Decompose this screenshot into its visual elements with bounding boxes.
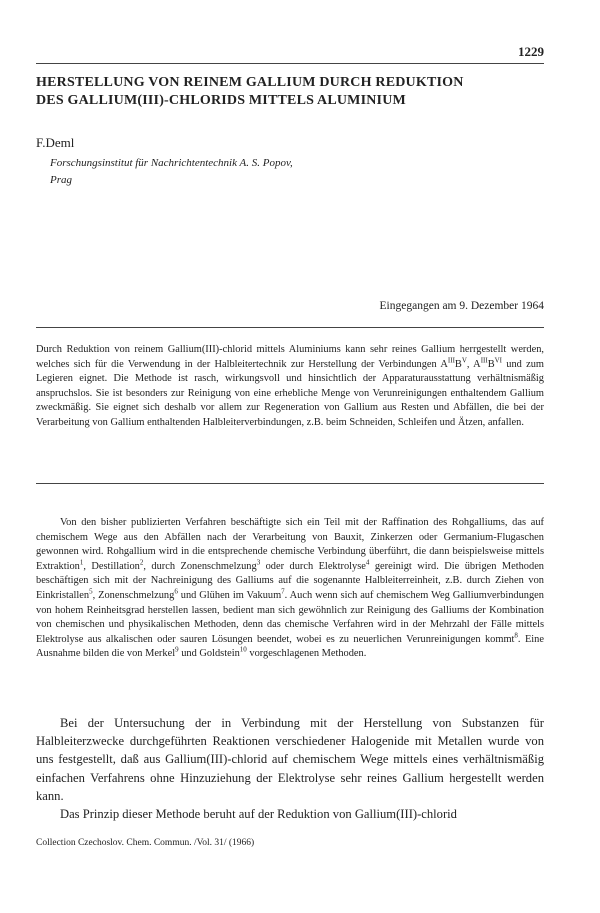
article-title xyxy=(36,74,556,110)
author-name: F.Deml xyxy=(36,135,75,150)
reference-marker: 10 xyxy=(239,645,247,654)
title-line-2: DES GALLIUM(III)-CHLORIDS MITTELS ALUMINIUM xyxy=(36,93,406,108)
superscript: VI xyxy=(494,356,503,365)
body-text: vorgeschlagenen Methoden. xyxy=(246,648,367,660)
header-rule xyxy=(36,63,544,64)
abstract-text: , A xyxy=(466,358,481,370)
body-text: und Goldstein xyxy=(178,648,240,660)
intro-paragraph xyxy=(36,516,544,662)
reference-marker: 7 xyxy=(281,587,285,596)
reference-marker: 4 xyxy=(365,558,370,567)
main-paragraph: Bei der Untersuchung der in Verbindung mit der Herstellung von Substanzen für Halbleiterzwecke durchgeführten Reaktionen verschiedener Halogenide mit Metallen wurde von uns festgestellt, daß aus Gallium(III)-chlorid auf chemischem Wege mittels eines verhältnismäßig einfachen Verfahrens ohne Hinzuziehung der Elektrolyse sehr reines Gallium hergestellt werden kann. xyxy=(36,716,544,803)
reference-marker: 5 xyxy=(89,587,93,596)
reference-marker: 3 xyxy=(256,558,261,567)
body-text: . Auch wenn sich auf chemischem Weg Galliumverbindungen von hohem Reinheitsgrad herstellen lassen, bedient man sich gewöhnlich zur Reinigung des Galliums der Kombination von chemischen und physikalischen Methoden, denn das chemische Verfahren wird in der Mehrzahl der Fälle mittels Elektrolyse aus alkalischen oder sauren Lösungen beendet, wobei es zu neuerlichen Verunreinigungen kommt xyxy=(36,589,544,645)
reference-marker: 9 xyxy=(175,645,179,654)
journal-footer: Collection Czechoslov. Chem. Commun. /Vol. 31/ (1966) xyxy=(36,838,255,848)
superscript: III xyxy=(447,356,455,365)
abstract-text: B xyxy=(454,358,462,370)
superscript: III xyxy=(480,356,488,365)
body-text: gereinigt wird. Die übrigen Methoden beschäftigen sich mit der Nachreinigung des Galliums auf die sogenannte Halbleiterreinheit, z.B. durch Ziehen von Einkristallen xyxy=(36,560,544,601)
superscript: V xyxy=(461,356,467,365)
abstract-text: Durch Reduktion von reinem Gallium(III)-chlorid mittels Aluminiums kann sehr reines Gallium herrgestellt werden, welches sich für die Verwendung in der Halbleitertechnik zur Herstellung der Verbindungen A xyxy=(36,344,544,370)
body-text: Von den bisher publizierten Verfahren beschäftigte sich ein Teil mit der Raffination des Rohgalliums, das auf chemischem Wege aus den Abfällen nach der Verarbeitung von Bauxit, Zinkerzen oder Germanium-Flugaschen gewonnen wird. Rohgallium wird in die entsprechende chemische Verbindung überführt, die dann beispielsweise mittels Extraktion xyxy=(36,517,544,572)
body-text: , Destillation xyxy=(83,560,140,572)
abstract-text: B xyxy=(487,358,495,370)
principle-paragraph: Das Prinzip dieser Methode beruht auf der Reduktion von Gallium(III)-chlorid xyxy=(60,807,457,821)
reference-marker: 1 xyxy=(79,558,84,567)
reference-marker: 8 xyxy=(514,631,518,640)
page-number: 1229 xyxy=(518,44,544,59)
body-text: oder durch Elektrolyse xyxy=(260,560,366,572)
body-text: . Eine Ausnahme bilden die von Merkel xyxy=(36,633,544,660)
abstract-text: und zum Legieren eignet. Die Methode ist rasch, wirkungsvoll und hinsichtlich der Apparaturausstattung verhältnismäßig anspruchslos. Sie ist besonders zur Reinigung von eine erhebliche Menge von Verunreinigungen enthaltendem Gallium zweckmäßig. Sie eignet sich deshalb vor allem zur Regeneration von Gallium aus Resten und Abfällen, die bei der Verarbeitung von Gallium enthaltenden Halbleiterverbindungen, z.B. beim Schneiden, Schleifen und Ätzen, anfallen. xyxy=(36,358,544,428)
title-line-1: HERSTELLUNG VON REINEM GALLIUM DURCH REDUKTION xyxy=(36,75,464,90)
author-affiliation xyxy=(50,155,293,189)
received-date: Eingegangen am 9. Dezember 1964 xyxy=(379,300,544,312)
reference-marker: 6 xyxy=(174,587,178,596)
abstract-rule-bottom xyxy=(36,483,544,484)
affiliation-line-2: Prag xyxy=(50,174,72,186)
body-text: , Zonenschmelzung xyxy=(92,589,175,601)
body-text: , durch Zonenschmelzung xyxy=(143,560,257,572)
reference-marker: 2 xyxy=(139,558,144,567)
abstract xyxy=(36,343,544,431)
abstract-rule-top xyxy=(36,327,544,328)
body-text: und Glühen im Vakuum xyxy=(177,589,282,601)
affiliation-line-1: Forschungsinstitut für Nachrichtentechnik A. S. Popov, xyxy=(50,157,293,169)
